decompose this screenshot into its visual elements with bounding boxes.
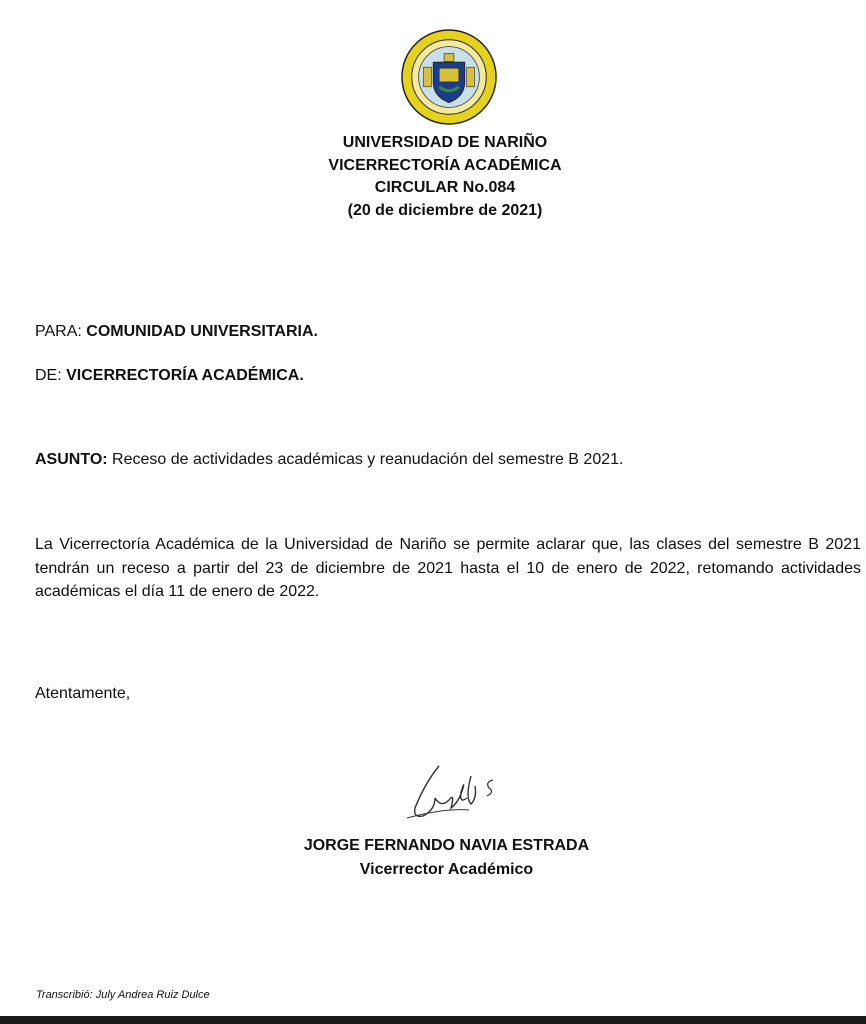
circular-number: CIRCULAR No.084 xyxy=(374,179,516,196)
recipient-label: PARA: xyxy=(35,323,82,340)
bottom-edge-bar xyxy=(0,1016,866,1024)
subject-value: Receso de actividades académicas y reanudación del semestre B 2021. xyxy=(112,451,624,468)
signer-name: JORGE FERNANDO NAVIA ESTRADA xyxy=(303,837,590,854)
sender-label: DE: xyxy=(35,367,62,384)
transcription-note: Transcribió: July Andrea Ruiz Dulce xyxy=(36,989,210,1001)
signer-block xyxy=(0,834,866,882)
recipient-line xyxy=(35,323,318,341)
sender-line xyxy=(35,367,304,385)
subject-label: ASUNTO: xyxy=(35,451,108,468)
subject-line xyxy=(35,451,623,469)
university-seal-logo xyxy=(400,28,498,126)
recipient-value: COMUNIDAD UNIVERSITARIA. xyxy=(86,323,318,340)
closing-text: Atentamente, xyxy=(35,685,131,702)
office-name: VICERRECTORÍA ACADÉMICA xyxy=(328,156,562,174)
handwritten-signature xyxy=(405,758,525,828)
circular-date: (20 de diciembre de 2021) xyxy=(347,201,543,219)
body-paragraph: La Vicerrectoría Académica de la Universidad de Nariño se permite aclarar que, las clases del semestre B 2021 tendrán un receso a partir del 23 de diciembre de 2021 hasta el 10 de enero de 2022, retomando actividades académicas el día 11 de enero de 2022. xyxy=(35,536,861,600)
signer-title: Vicerrector Académico xyxy=(359,861,534,878)
sender-value: VICERRECTORÍA ACADÉMICA. xyxy=(66,367,304,384)
document-header xyxy=(0,132,866,222)
university-name: UNIVERSIDAD DE NARIÑO xyxy=(342,134,548,151)
